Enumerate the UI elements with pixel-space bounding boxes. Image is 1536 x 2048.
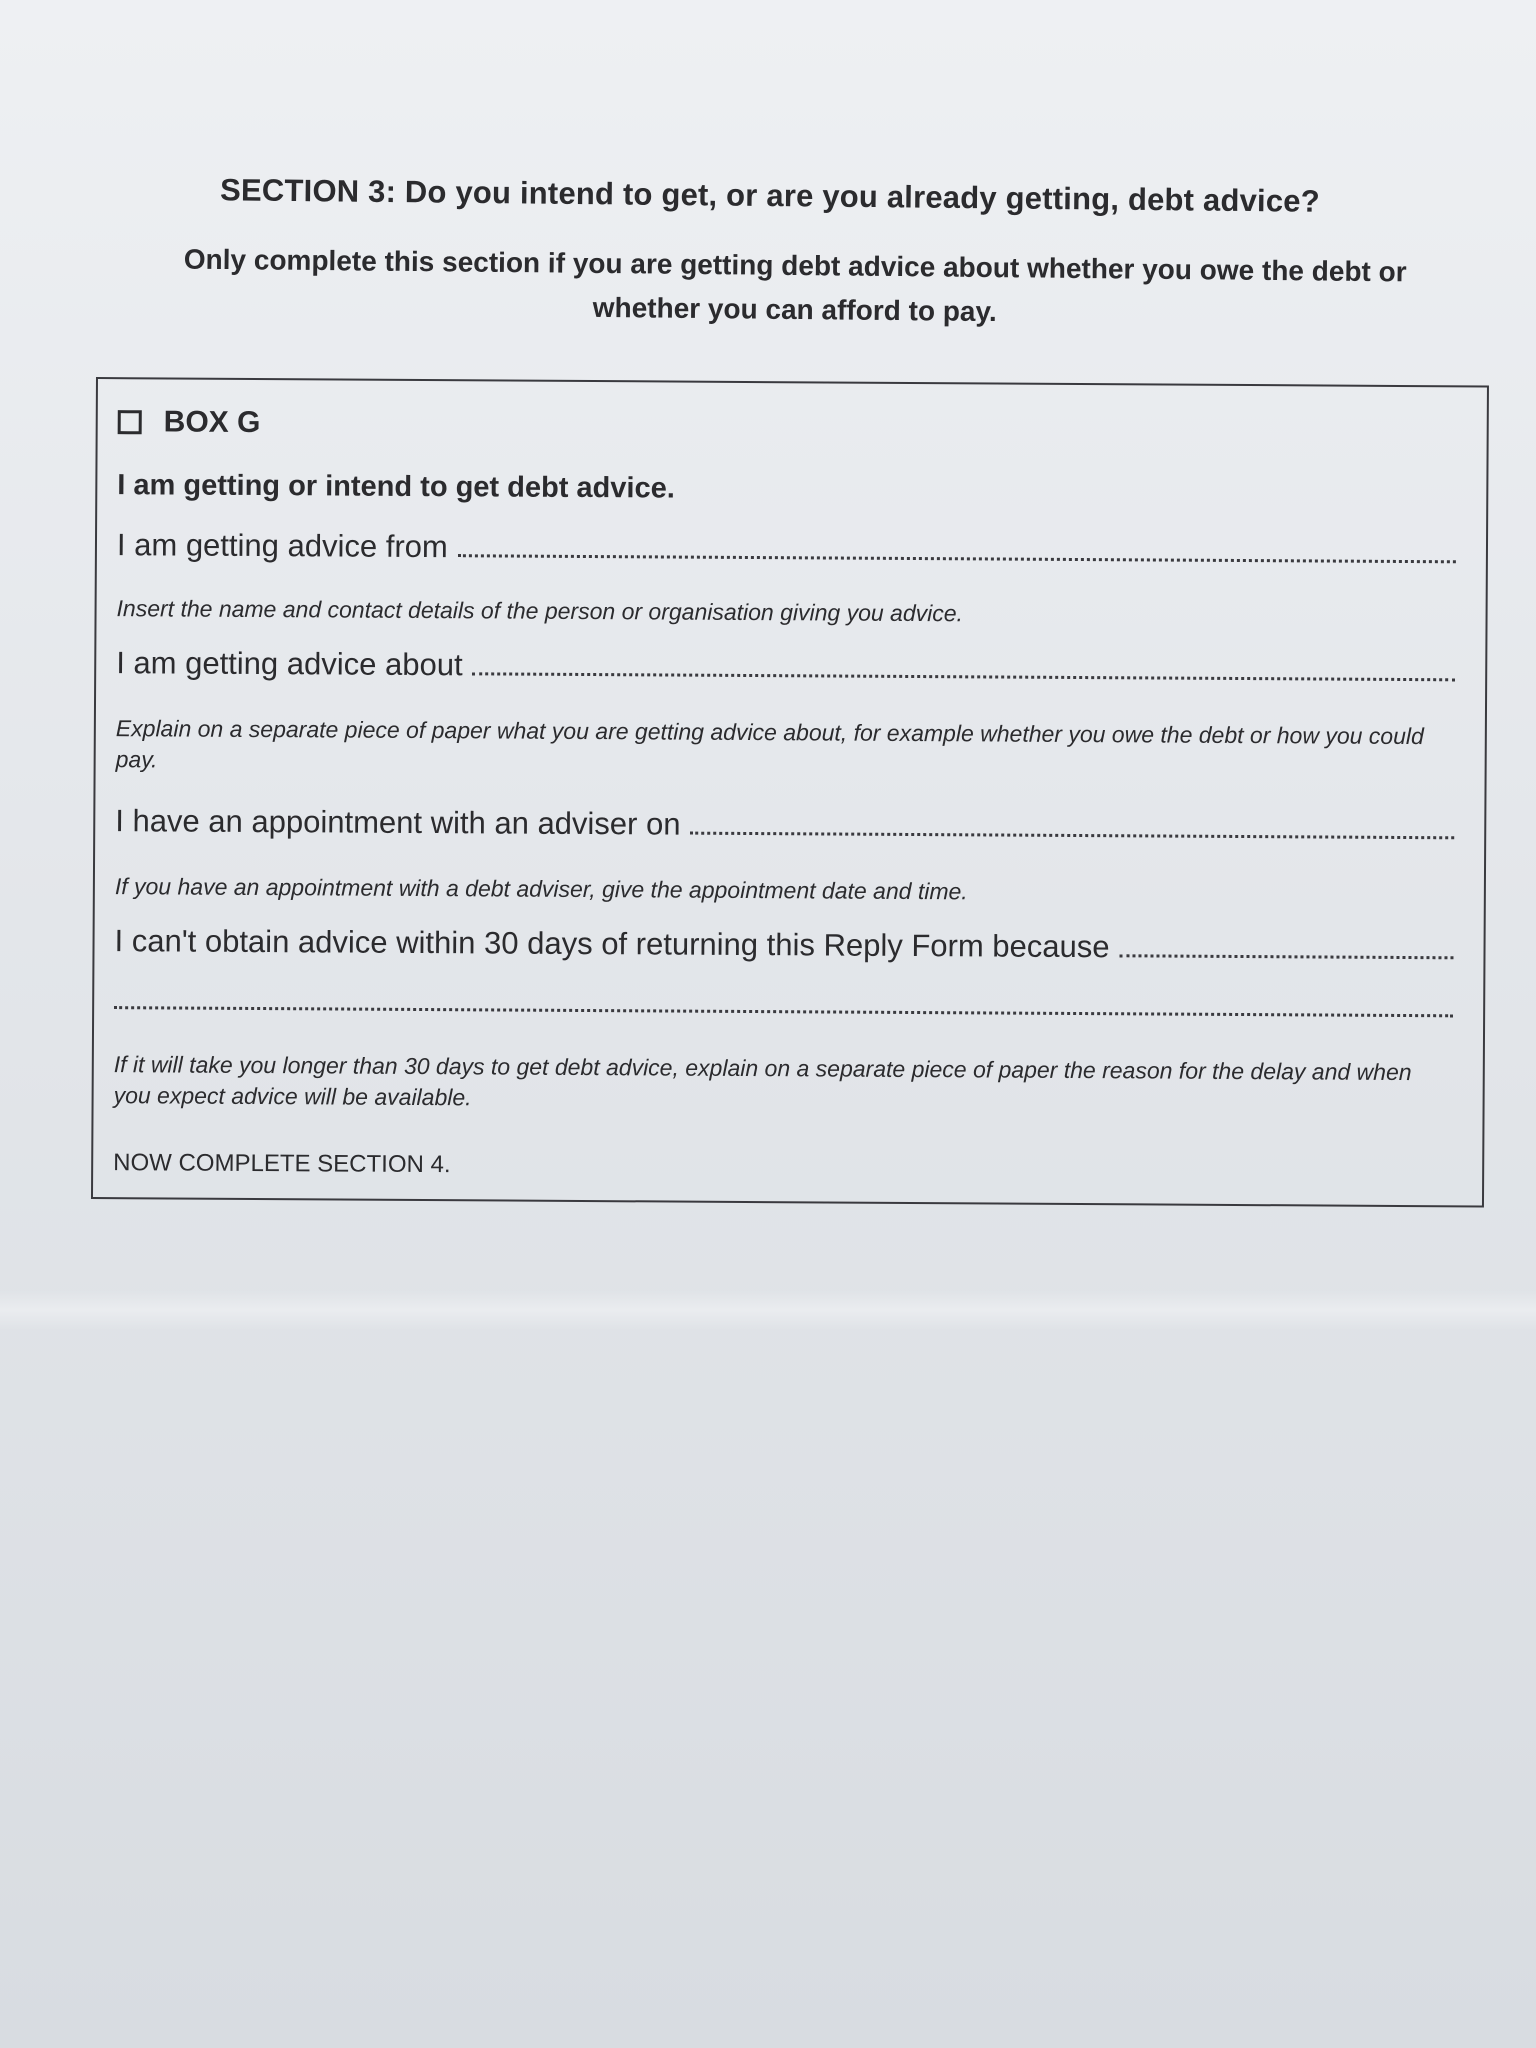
section-instruction: Only complete this section if you are getting debt advice about whether you owe the debt or whether you can afford to pay. [183,243,1407,328]
debt-advice-statement: I am getting or intend to get debt advice. [117,469,675,505]
cannot-obtain-label: I can't obtain advice within 30 days of returning this Reply Form because [114,923,1110,965]
advice-about-label: I am getting advice about [116,645,463,683]
appointment-hint: If you have an appointment with a debt adviser, give the appointment date and time. [114,873,968,905]
cannot-obtain-field-start[interactable] [1119,932,1453,959]
appointment-label: I have an appointment with an adviser on [115,803,681,842]
cannot-obtain-hint: If it will take you longer than 30 days to get debt advice, explain on a separate piece of paper the reason for the delay and when you expect advice will be available. [113,1051,1412,1111]
appointment-line [115,803,1454,847]
box-g-label: BOX G [163,405,261,440]
box-g-checkbox[interactable] [118,410,142,434]
advice-about-field[interactable] [473,650,1456,681]
cannot-obtain-line [114,923,1453,967]
paper-fold-shadow [0,1290,1536,1330]
advice-about-hint: Explain on a separate piece of paper what you are getting advice about, for example whether you owe the debt or how you could pay. [115,715,1424,773]
box-g-heading [118,405,1457,447]
box-g-panel [91,377,1489,1207]
advice-about-line [116,645,1455,689]
next-section-instruction: NOW COMPLETE SECTION 4. [113,1149,451,1179]
advice-from-hint: Insert the name and contact details of the person or organisation giving you advice. [116,595,964,627]
advice-from-label: I am getting advice from [116,527,448,565]
cannot-obtain-field-continuation[interactable] [114,1006,1453,1017]
advice-from-line [117,527,1456,571]
advice-from-field[interactable] [458,532,1456,563]
appointment-field[interactable] [690,810,1454,840]
section-title: SECTION 3: Do you intend to get, or are you already getting, debt advice? [219,172,1321,219]
